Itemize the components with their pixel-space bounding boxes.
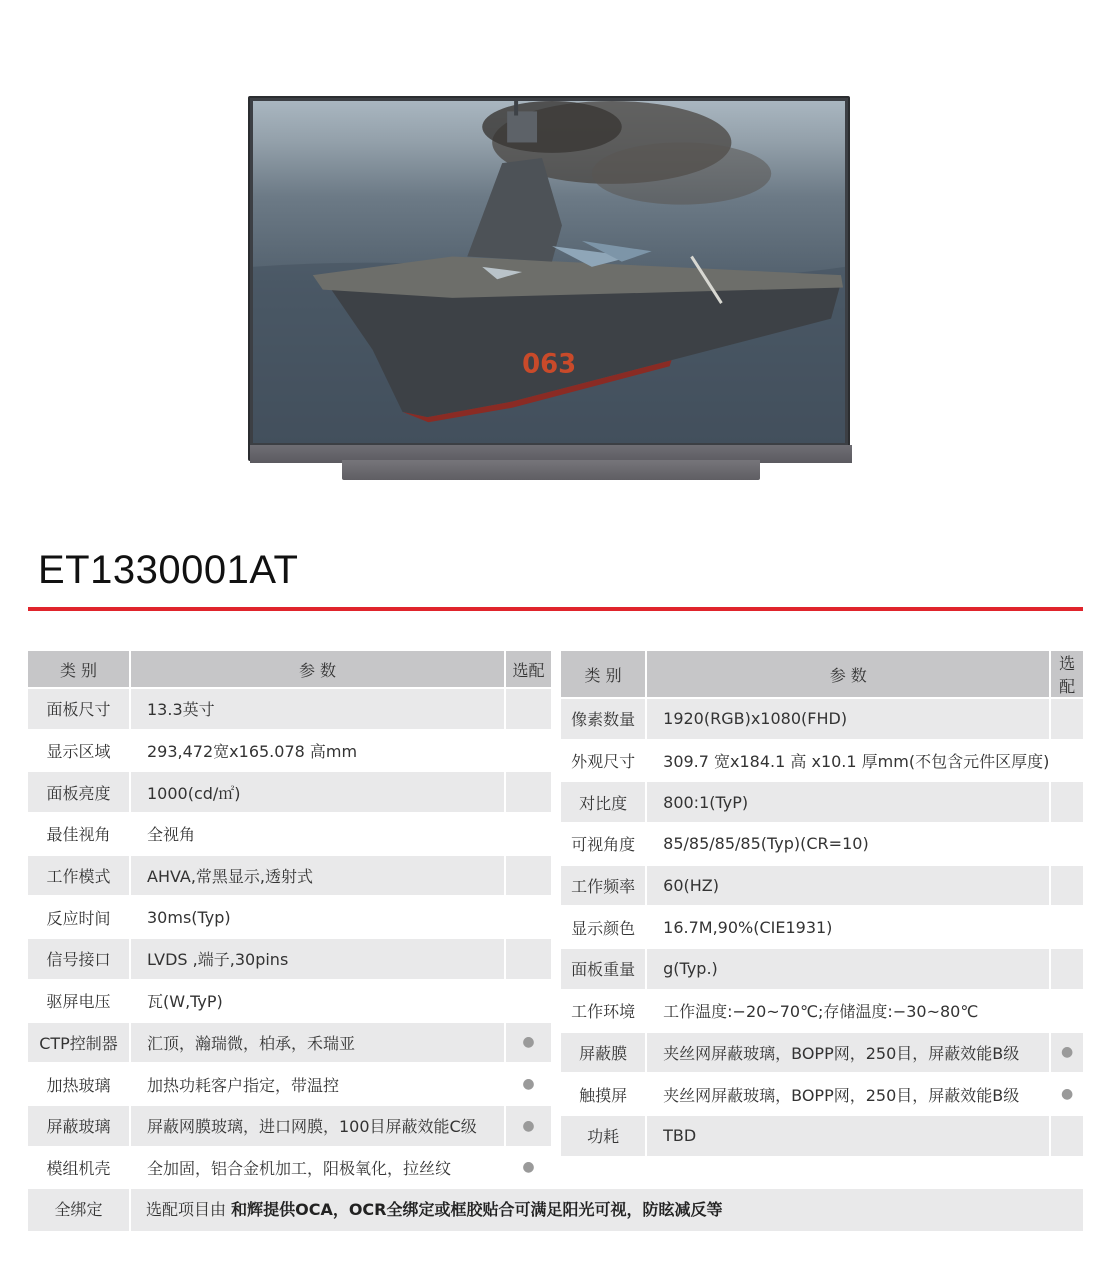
spec-value: 夹丝网屏蔽玻璃，BOPP网，250目，屏蔽效能B级 <box>647 1074 1051 1116</box>
spec-category: 加热玻璃 <box>28 1064 131 1106</box>
display-screen <box>248 96 850 461</box>
spec-optional-mark <box>1051 741 1083 783</box>
spec-value: AHVA,常黑显示,透射式 <box>131 856 506 898</box>
spec-value: 13.3英寸 <box>131 689 506 731</box>
header-category: 类 别 <box>28 651 131 689</box>
header-parameter: 参 数 <box>647 651 1051 699</box>
spec-row <box>28 1106 551 1148</box>
spec-category: 面板亮度 <box>28 772 131 814</box>
spec-optional-mark: ● <box>506 1064 551 1106</box>
spec-row <box>561 824 1083 866</box>
spec-category: 功耗 <box>561 1116 647 1158</box>
spec-value: TBD <box>647 1116 1051 1158</box>
spec-optional-mark <box>1051 907 1083 949</box>
row-category: 全绑定 <box>28 1189 131 1231</box>
spec-row <box>561 991 1083 1033</box>
model-title: ET1330001AT <box>38 548 299 592</box>
header-optional: 选配 <box>1051 651 1083 699</box>
spec-optional-mark <box>1051 699 1083 741</box>
spec-row <box>28 981 551 1023</box>
spec-optional-mark <box>506 981 551 1023</box>
spec-optional-mark: ● <box>1051 1074 1083 1116</box>
spec-row <box>28 856 551 898</box>
spec-row <box>28 689 551 731</box>
spec-value: 全加固，铝合金机加工，阳极氧化，拉丝纹 <box>131 1148 506 1190</box>
spec-value: 293,472宽x165.078 高mm <box>131 731 506 773</box>
spec-category: 信号接口 <box>28 939 131 981</box>
spec-row <box>561 782 1083 824</box>
spec-category: 工作模式 <box>28 856 131 898</box>
spec-row <box>561 1033 1083 1075</box>
row-value-bold: 和辉提供OCA，OCR全绑定或框胶贴合可满足阳光可视，防眩减反等 <box>231 1200 723 1219</box>
spec-row <box>28 772 551 814</box>
spec-category: 面板尺寸 <box>28 689 131 731</box>
spec-optional-mark <box>506 689 551 731</box>
spec-row <box>28 1148 551 1190</box>
spec-category: 驱屏电压 <box>28 981 131 1023</box>
spec-value: 汇顶，瀚瑞微，柏承，禾瑞亚 <box>131 1023 506 1065</box>
spec-row <box>561 699 1083 741</box>
spec-category: 工作环境 <box>561 991 647 1033</box>
spec-category: 触摸屏 <box>561 1074 647 1116</box>
spec-category: 最佳视角 <box>28 814 131 856</box>
spec-category: 模组机壳 <box>28 1148 131 1190</box>
spec-value: 1000(cd/㎡) <box>131 772 506 814</box>
spec-value: 16.7M,90%(CIE1931) <box>647 907 1051 949</box>
spec-row <box>28 731 551 773</box>
spec-category: 可视角度 <box>561 824 647 866</box>
spec-row <box>28 939 551 981</box>
spec-optional-mark <box>506 856 551 898</box>
aircraft-carrier-image <box>253 101 845 443</box>
header-category: 类 别 <box>561 651 647 699</box>
spec-category: 反应时间 <box>28 897 131 939</box>
spec-value: 瓦(W,TyP) <box>131 981 506 1023</box>
spec-optional-mark <box>1051 782 1083 824</box>
header-optional: 选配 <box>506 651 551 689</box>
spec-category: 对比度 <box>561 782 647 824</box>
spec-category: 屏蔽膜 <box>561 1033 647 1075</box>
spec-category: 显示区域 <box>28 731 131 773</box>
connector-board <box>342 460 760 480</box>
svg-text:063: 063 <box>522 348 577 380</box>
spec-value: 1920(RGB)x1080(FHD) <box>647 699 1051 741</box>
spec-value: 309.7 宽x184.1 高 x10.1 厚mm(不包含元件区厚度) <box>647 741 1051 783</box>
spec-value: 工作温度:−20~70℃;存储温度:−30~80℃ <box>647 991 1051 1033</box>
spec-category: 屏蔽玻璃 <box>28 1106 131 1148</box>
spec-row <box>561 949 1083 991</box>
spec-category: 面板重量 <box>561 949 647 991</box>
spec-optional-mark: ● <box>506 1148 551 1190</box>
spec-optional-mark <box>506 897 551 939</box>
spec-optional-mark: ● <box>1051 1033 1083 1075</box>
spec-value: 加热功耗客户指定，带温控 <box>131 1064 506 1106</box>
spec-row <box>28 1023 551 1065</box>
spec-row <box>28 1064 551 1106</box>
spec-optional-mark <box>506 731 551 773</box>
spec-value: 夹丝网屏蔽玻璃，BOPP网，250目，屏蔽效能B级 <box>647 1033 1051 1075</box>
spec-optional-mark: ● <box>506 1023 551 1065</box>
spec-optional-mark <box>1051 866 1083 908</box>
spec-value: 全视角 <box>131 814 506 856</box>
spec-value: 60(HZ) <box>647 866 1051 908</box>
row-value-prefix: 选配项目由 <box>146 1200 232 1219</box>
row-value <box>146 1189 723 1231</box>
spec-row <box>28 897 551 939</box>
spec-value: 30ms(Typ) <box>131 897 506 939</box>
spec-value: LVDS ,端子,30pins <box>131 939 506 981</box>
spec-value: 800:1(TyP) <box>647 782 1051 824</box>
spec-category: CTP控制器 <box>28 1023 131 1065</box>
spec-category: 像素数量 <box>561 699 647 741</box>
spec-row <box>561 741 1083 783</box>
spec-value: g(Typ.) <box>647 949 1051 991</box>
spec-optional-mark <box>506 939 551 981</box>
spec-optional-mark <box>1051 991 1083 1033</box>
spec-row <box>561 866 1083 908</box>
spec-category: 显示颜色 <box>561 907 647 949</box>
spec-optional-mark <box>1051 1116 1083 1158</box>
product-image <box>248 96 850 482</box>
title-divider <box>28 607 1083 611</box>
spec-value: 屏蔽网膜玻璃，进口网膜，100目屏蔽效能C级 <box>131 1106 506 1148</box>
spec-optional-mark <box>506 814 551 856</box>
spec-table-right <box>561 651 1083 1158</box>
spec-table-left <box>28 651 551 1189</box>
spec-category: 外观尺寸 <box>561 741 647 783</box>
spec-row <box>28 814 551 856</box>
spec-row <box>561 1116 1083 1158</box>
spec-optional-mark <box>1051 824 1083 866</box>
spec-optional-mark <box>1051 949 1083 991</box>
spec-row <box>561 1074 1083 1116</box>
spec-category: 工作频率 <box>561 866 647 908</box>
full-bonding-row <box>28 1189 1083 1231</box>
spec-optional-mark <box>506 772 551 814</box>
spec-optional-mark: ● <box>506 1106 551 1148</box>
spec-value: 85/85/85/85(Typ)(CR=10) <box>647 824 1051 866</box>
header-parameter: 参 数 <box>131 651 506 689</box>
spec-row <box>561 907 1083 949</box>
